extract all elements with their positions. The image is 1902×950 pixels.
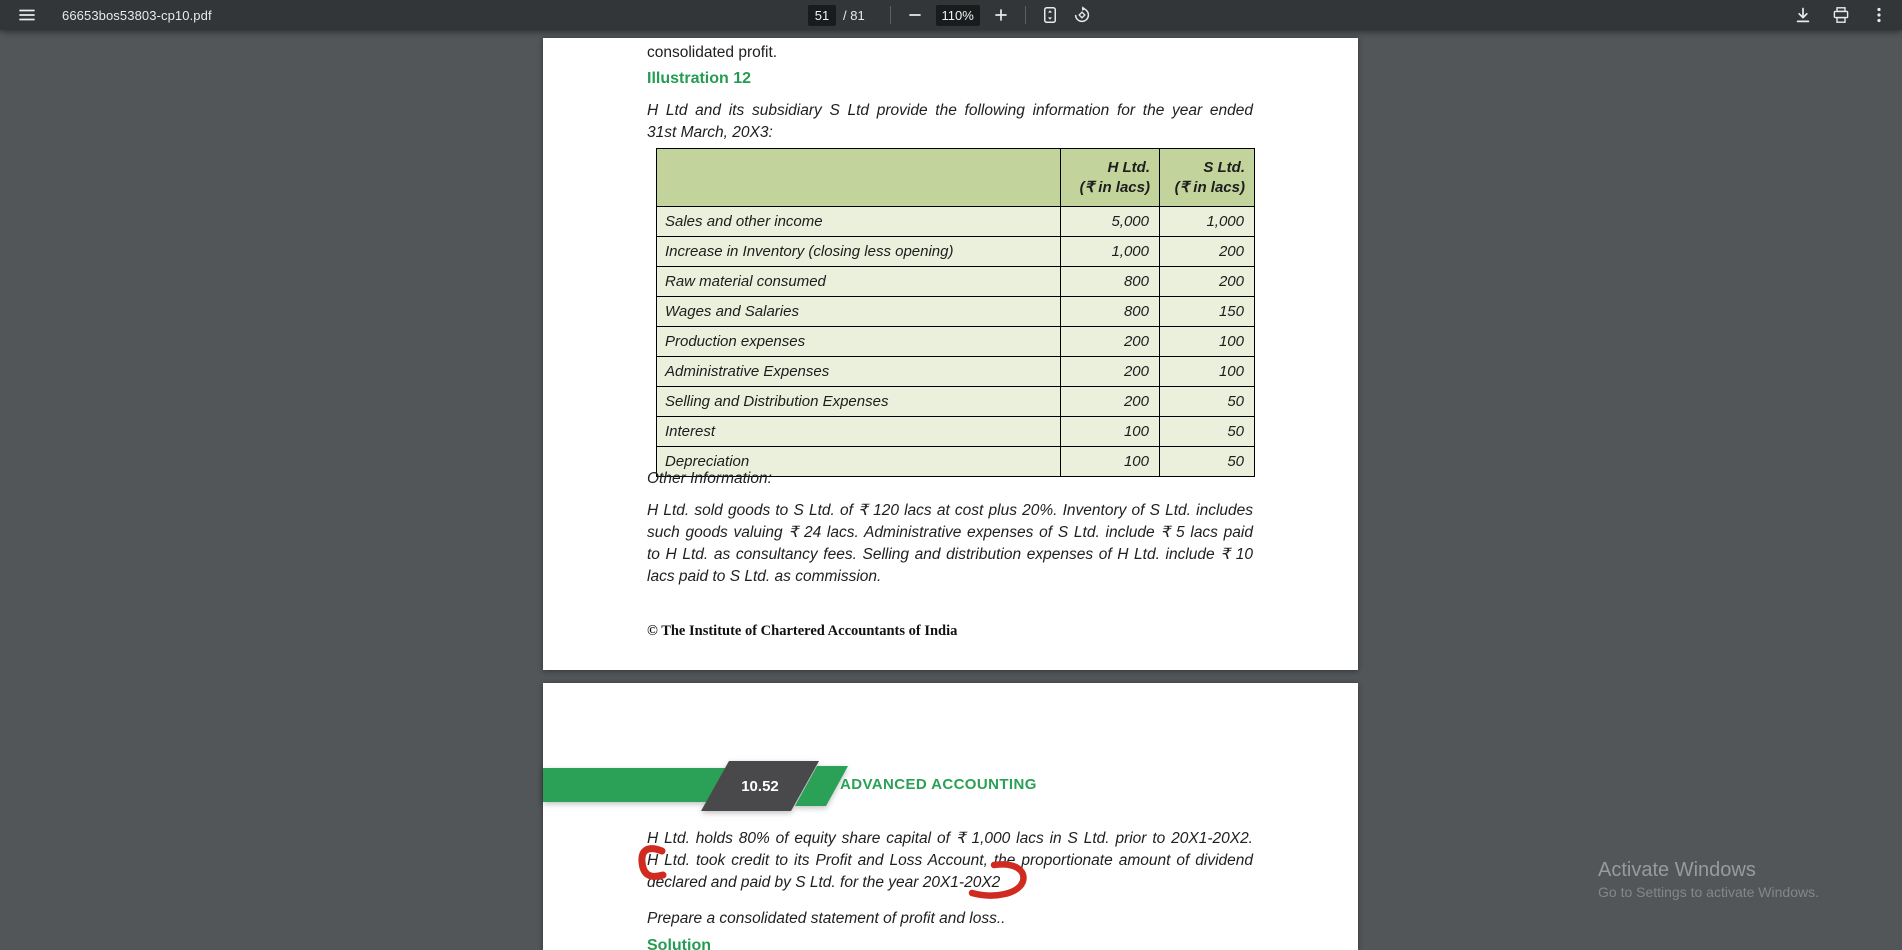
other-info-line: H Ltd. sold goods to S Ltd. of ₹ 120 lacs at cost plus 20%. Inventory of S Ltd. includes [647,502,1253,519]
financials-table [656,148,1255,477]
other-information-heading: Other Information: [647,470,772,487]
pdf-page-52 [543,683,1358,950]
table-row: Production expenses 200 100 [657,327,1255,357]
para-line: H Ltd. took credit to its Profit and Loss Account, the proportionate amount of dividend [647,852,1253,869]
table-header-blank [657,149,1061,207]
chapter-title: ADVANCED ACCOUNTING [840,776,1037,793]
toolbar-divider [890,6,891,24]
other-info-line: to H Ltd. as consultancy fees. Selling and distribution expenses of H Ltd. include ₹ 10 [647,546,1253,563]
watermark-title: Activate Windows [1598,859,1756,881]
rotate-icon[interactable] [1069,2,1095,28]
solution-heading: Solution [647,937,711,950]
chapter-banner [543,757,873,817]
table-row: Wages and Salaries 800 150 [657,297,1255,327]
page-number-badge: 10.52 [741,778,779,795]
pdf-toolbar [0,0,1902,30]
other-info-line: such goods valuing ₹ 24 lacs. Administrative expenses of S Ltd. include ₹ 5 lacs paid [647,524,1253,541]
more-options-icon[interactable] [1866,2,1892,28]
zoom-level-display[interactable]: 110% [936,5,980,26]
h-ltd-header-line1: H Ltd. [1107,158,1150,176]
watermark-subtitle: Go to Settings to activate Windows. [1598,884,1819,900]
document-title: 66653bos53803-cp10.pdf [62,7,212,23]
copyright-line: © The Institute of Chartered Accountants of India [647,623,958,639]
toolbar-center [808,0,1095,30]
illustration-heading: Illustration 12 [647,70,752,87]
h-ltd-header-line2: (₹ in lacs) [1079,178,1150,196]
pdf-page-51 [543,38,1358,670]
table-header-h-ltd [1061,149,1160,207]
table-row: Administrative Expenses 200 100 [657,357,1255,387]
toolbar-right [1790,0,1892,30]
s-ltd-header-line1: S Ltd. [1203,158,1245,176]
task-line: Prepare a consolidated statement of profit and loss.. [647,910,1006,927]
zoom-out-icon[interactable] [902,2,928,28]
table-header-s-ltd [1160,149,1255,207]
print-icon[interactable] [1828,2,1854,28]
download-icon[interactable] [1790,2,1816,28]
toolbar-divider [1025,6,1026,24]
s-ltd-header-line2: (₹ in lacs) [1174,178,1245,196]
table-row: Sales and other income 5,000 1,000 [657,207,1255,237]
table-row: Interest 100 50 [657,417,1255,447]
intro-line-1: H Ltd and its subsidiary S Ltd provide the following information for the year ended [647,102,1253,119]
menu-icon[interactable] [14,2,40,28]
activate-windows-watermark [1598,858,1819,902]
lead-text: consolidated profit. [647,44,778,61]
para-line: declared and paid by S Ltd. for the year 20X1-20X2 [647,874,1001,891]
table-row: Depreciation 100 50 [657,447,1255,477]
zoom-in-icon[interactable] [988,2,1014,28]
para-line: H Ltd. holds 80% of equity share capital of ₹ 1,000 lacs in S Ltd. prior to 20X1-20X2. [647,830,1253,847]
page-total-label: / 81 [843,7,865,23]
table-row: Raw material consumed 800 200 [657,267,1255,297]
table-row: Selling and Distribution Expenses 200 50 [657,387,1255,417]
fit-to-page-icon[interactable] [1037,2,1063,28]
other-info-line: lacs paid to S Ltd. as commission. [647,568,882,585]
intro-line-2: 31st March, 20X3: [647,124,773,141]
table-header-row [657,149,1255,207]
page-number-input[interactable]: 51 [808,5,836,26]
toolbar-left [14,0,212,30]
table-row: Increase in Inventory (closing less opening) 1,000 200 [657,237,1255,267]
